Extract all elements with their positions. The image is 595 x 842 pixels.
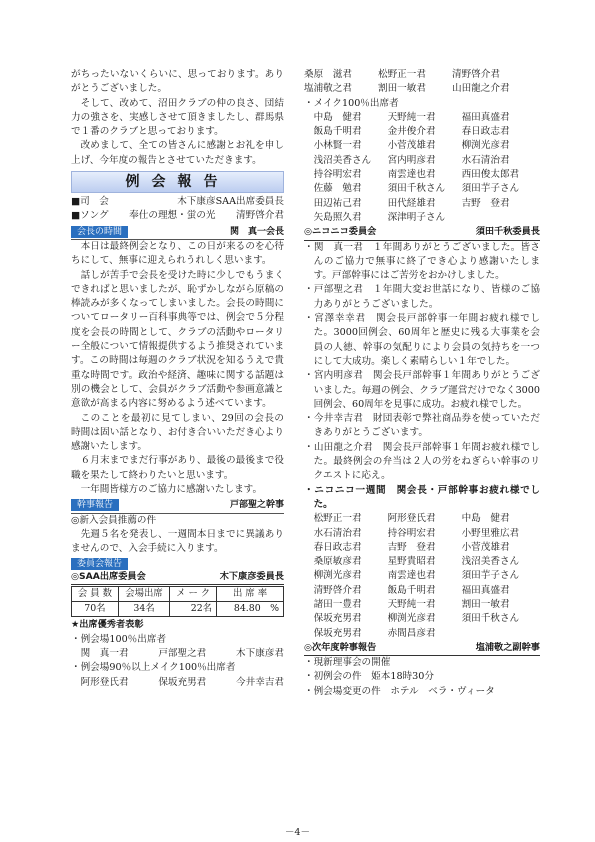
- secretary-report-tag: 幹事報告: [71, 499, 119, 511]
- name-row: [304, 598, 540, 612]
- award-90-name: 今井幸吉君: [236, 676, 284, 688]
- emcee-label: ■司 会: [71, 196, 109, 208]
- president-paragraph-5: 一年間皆様方のご協力に感謝いたします。: [80, 484, 263, 496]
- president-paragraph-2: 話しが苦手で会長を受けた時に少しでもうまくできればと思いましたが、恥ずかしながら原稿の棒読みが多くなってしまいました。会長の時間についてロータリー百科事典等では、例会で５分程度を会長の時間として、クラブの活動やロータリー全般について情報提供するよう推奨されています。この時間は毎週のクラブ状況を知るうえで貴重な時間です。政治や経済、趣味に関する話題は別の機会として、会員がクラブ活動や参画意識と意欲が高まる内容に努めるよう述べています。: [71, 269, 284, 410]
- name-row: [304, 111, 540, 125]
- name-row: [304, 569, 540, 583]
- name-row: [304, 627, 540, 641]
- makeup-title: ・メイク100％出席者: [304, 97, 399, 109]
- member-name: 春日政志君: [461, 126, 510, 138]
- nikoniko-committee-chair: 須田千秋委員長: [475, 226, 540, 238]
- member-name: 南雲達也君: [387, 570, 436, 582]
- nikoniko-item: ・宮澤幸幸君 関会長戸部幹事一年間お疲れ様でした。3000回例会、60周年と歴史に残る大事業を会員の人徳、幹事の気配りにより会員の気持ちを一つにして大成功。楽しく素晴らしい１年でした。: [304, 313, 540, 367]
- name-row: [304, 541, 540, 555]
- song-leader: 清野啓介君: [236, 210, 284, 222]
- meeting-report-banner: 例会報告: [71, 171, 284, 193]
- member-name: 松野正一君: [378, 69, 426, 80]
- value-attendance-rate: 84.80 %: [217, 602, 284, 617]
- member-name: 飯島千明君: [387, 584, 436, 596]
- header-attendance-rate: 出 席 率: [217, 586, 284, 601]
- member-name: 小野里雅広君: [461, 527, 520, 539]
- member-name: 天野純一君: [387, 111, 436, 123]
- member-name: 保坂充男君: [313, 613, 362, 625]
- song-line: [71, 209, 284, 223]
- next-year-item: ・初例会の件 姫本18時30分: [304, 671, 434, 683]
- president-paragraph-4: ６月末までまだ行事があり、最後の最後まで役職を果たして終わりたいと思います。: [71, 455, 284, 481]
- name-row: [304, 125, 540, 139]
- member-name: 飯島千明君: [313, 126, 362, 138]
- committee-report-tag: 委員会報告: [71, 558, 128, 570]
- value-members: 70名: [72, 602, 119, 617]
- member-name: 桑原敏彦君: [313, 556, 362, 568]
- president-time-header: [71, 225, 284, 240]
- nikoniko-item: ・関 真一君 １年間ありがとうございました。皆さんのご協力で無事に終了でき心より感謝いたします。戸部幹事にはご苦労をおかけしました。: [304, 241, 540, 282]
- member-name: 須田芋子さん: [461, 183, 520, 195]
- member-name: 天野純一君: [387, 598, 436, 610]
- header-venue-attendance: 会場出席: [118, 586, 169, 601]
- member-name: 割田一敏君: [461, 598, 510, 610]
- award-90-names: [71, 676, 284, 690]
- member-name: 須田千秋さん: [461, 613, 520, 625]
- member-name: 小林賢一君: [313, 140, 362, 152]
- name-row: [304, 527, 540, 541]
- nikoniko-item: ・戸部聖之君 １年間大変お世話になり、皆様のご協力ありがとうございました。: [304, 284, 540, 310]
- committee-report-header: [71, 558, 284, 570]
- member-name: 水石清治君: [313, 527, 362, 539]
- left-column: [71, 68, 284, 690]
- member-name: 春日政志君: [313, 541, 362, 553]
- member-name: 塩浦敬之君: [304, 83, 352, 95]
- next-year-item: ・例会場変更の件 ホテル ベラ・ヴィータ: [304, 685, 495, 697]
- member-name: 須田千秋さん: [387, 183, 446, 195]
- member-name: 福田真盛君: [461, 111, 510, 123]
- saa-committee-title: ◎SAA出席委員会: [71, 570, 146, 582]
- member-name: 保坂充男君: [313, 627, 362, 639]
- secretary-item: ◎新入会員推薦の件: [71, 514, 157, 526]
- member-name: 田代経雄君: [387, 197, 436, 209]
- member-name: 松野正一君: [313, 513, 362, 525]
- member-name: 柳渕光彦君: [387, 613, 436, 625]
- name-row: [304, 555, 540, 569]
- member-name: 矢島照久君: [313, 211, 362, 223]
- name-row: [304, 182, 540, 196]
- member-name: 清野啓介君: [452, 69, 500, 80]
- member-name: 柳渕光彦君: [313, 570, 362, 582]
- member-name: 田辺祐己君: [313, 197, 362, 209]
- member-name: 宮内明彦君: [387, 154, 436, 166]
- next-year-report-name: 塩浦敬之副幹事: [475, 641, 540, 653]
- award-90-title: ・例会場90％以上メイク100％出席者: [71, 662, 236, 674]
- value-makeup: 22名: [170, 602, 217, 617]
- nikoniko-items: [304, 241, 540, 484]
- member-name: [462, 211, 550, 225]
- award-100-names: [71, 647, 284, 661]
- member-name: 清野啓介君: [313, 584, 362, 596]
- attendance-value-row: [72, 602, 284, 617]
- secretary-report-header: [71, 498, 284, 513]
- name-row: [304, 211, 540, 225]
- member-name: 赤間昌彦君: [387, 627, 436, 639]
- president-paragraph-1: 本日は最終例会となり、この日が来るのを心待ちにして、無事に迎えられうれしく思います。: [71, 240, 284, 267]
- attendance-table: [71, 586, 284, 618]
- nikoniko-committee-header: [304, 225, 540, 240]
- award-100-name: 戸部聖之君: [158, 647, 207, 659]
- member-name: 山田龍之介君: [452, 83, 510, 95]
- next-year-items: [304, 656, 540, 699]
- member-name: 諸田一豊君: [313, 598, 362, 610]
- member-name: 中島 健君: [313, 111, 362, 123]
- name-row: [304, 584, 540, 598]
- song-label: ■ソング: [71, 210, 109, 222]
- next-year-report-title: ◎次年度幹事報告: [304, 641, 377, 653]
- member-name: 割田一敏君: [378, 83, 426, 95]
- member-name: 小菅茂雄君: [461, 541, 510, 553]
- closing-paragraph-1: がちったいないくらいに、思っております。ありがとうございました。: [71, 69, 284, 95]
- member-name: 佐藤 勉君: [313, 183, 362, 195]
- member-name: 持谷明宏君: [387, 527, 436, 539]
- member-name: 福田真盛君: [461, 584, 510, 596]
- member-name: 水石清治君: [461, 154, 510, 166]
- page-number: －4－: [284, 827, 311, 838]
- closing-paragraph-2: そして、改めて、沼田クラブの仲の良さ、団結力の強さを、実感しさせて頂きましたし、群馬県で１番のクラブと思っております。: [71, 97, 284, 138]
- award-90-name: 阿形登氏君: [80, 676, 129, 688]
- attendance-header-row: [72, 586, 284, 601]
- member-name: 深津明子さん: [387, 211, 446, 223]
- president-name: 関 真一会長: [229, 226, 284, 237]
- president-time-tag: 会長の時間: [71, 226, 128, 238]
- member-name: 西田俊太郎君: [461, 169, 520, 181]
- song-title: 奉仕の理想・蛍の光: [129, 210, 216, 222]
- makeup-names: [304, 111, 540, 225]
- name-row: [304, 197, 540, 211]
- member-name: 浅沼美香さん: [461, 556, 520, 568]
- member-name: 桑原 滋君: [304, 69, 352, 80]
- name-row: [304, 154, 540, 168]
- member-name: 金井俊介君: [387, 126, 436, 138]
- closing-paragraph-3: 改めまして、全ての皆さんに感謝とお礼を申し上げ、今年度の報告とさせていただきます。: [71, 140, 284, 166]
- member-name: 吉野 登君: [461, 197, 510, 209]
- nikoniko-item: ・山田龍之介君 関会長戸部幹事１年間お疲れ様でした。最終例会の弁当は２人の労をねぎらい幹事のリクエストに応え。: [304, 441, 540, 482]
- member-name: 小菅茂雄君: [387, 140, 436, 152]
- award-90-name: 保坂充男君: [158, 676, 207, 688]
- member-name: 浅沼美香さん: [313, 154, 372, 166]
- saa-committee-header: [71, 570, 284, 585]
- award-100-title: ・例会場100％出席者: [71, 633, 167, 645]
- value-venue-attendance: 34名: [118, 602, 169, 617]
- name-row: [304, 168, 540, 182]
- award-100-name: 木下康彦君: [236, 647, 284, 659]
- next-year-item: ・現新理事会の開催: [304, 657, 391, 669]
- nikoniko-item: ・今井幸吉君 財団表彰で弊社商品券を使っていただきありがとうございます。: [304, 413, 540, 439]
- attendee-names: [304, 68, 540, 97]
- president-paragraph-3: このことを最初に見てしまい、29回の会長の時間は固い話となり、お付き合いいただき心より感謝いたします。: [71, 412, 284, 453]
- member-name: [462, 627, 550, 641]
- nikoniko-weekly-title: ・ニコニコ一週間 関会長・戸部幹事お疲れ様でした。: [304, 484, 540, 510]
- header-makeup: メ ー ク: [170, 586, 217, 601]
- header-members: 会 員 数: [72, 586, 119, 601]
- emcee-name: 木下康彦SAA出席委員長: [177, 196, 284, 208]
- right-column: [304, 68, 540, 699]
- saa-committee-chair: 木下康彦委員長: [219, 570, 284, 582]
- name-row: [304, 68, 540, 82]
- award-title: ★出席優秀者表彰: [71, 619, 144, 631]
- emcee-line: [71, 195, 284, 209]
- secretary-text: 先週５名を発表し、一週間本日までに異議ありませんので、入会手続に入ります。: [71, 528, 284, 555]
- member-name: 吉野 登君: [387, 541, 436, 553]
- next-year-report-header: [304, 641, 540, 656]
- award-100-name: 関 真一君: [80, 647, 129, 659]
- nikoniko-item: ・宮内明彦君 関会長戸部幹事１年間ありがとうございました。毎週の例会、クラブ運営だけでなく3000回例会、60周年を見事に成功。お疲れ様でした。: [304, 370, 540, 410]
- nikoniko-weekly-names: [304, 512, 540, 641]
- name-row: [304, 139, 540, 153]
- name-row: [304, 612, 540, 626]
- member-name: 中島 健君: [461, 513, 510, 525]
- member-name: 星野貴昭君: [387, 556, 436, 568]
- nikoniko-committee-title: ◎ニコニコ委員会: [304, 226, 377, 238]
- member-name: 須田芋子さん: [461, 570, 520, 582]
- member-name: 阿形登氏君: [387, 513, 436, 525]
- secretary-name: 戸部聖之幹事: [229, 500, 284, 511]
- member-name: 持谷明宏君: [313, 169, 362, 181]
- name-row: [304, 512, 540, 526]
- member-name: 柳渕光彦君: [461, 140, 510, 152]
- name-row: [304, 82, 540, 96]
- member-name: 南雲達也君: [387, 169, 436, 181]
